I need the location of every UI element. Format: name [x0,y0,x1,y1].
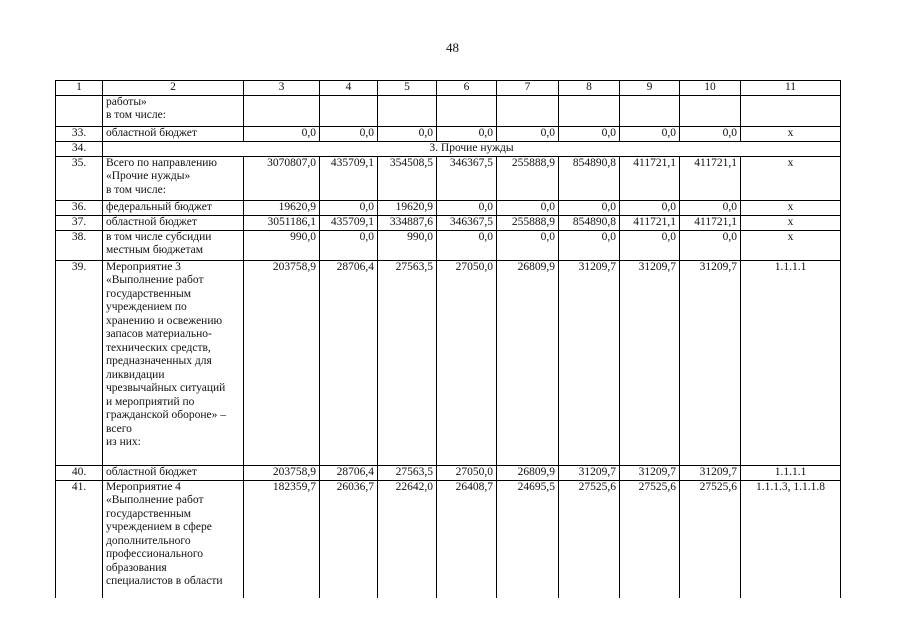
value-cell: 31209,7 [680,260,741,465]
header-cell: 11 [741,81,841,96]
ref-cell: 1.1.1.1 [741,465,841,480]
value-cell: 31209,7 [680,465,741,480]
ref-cell: x [741,215,841,230]
value-cell: 0,0 [437,200,497,215]
table-row [56,156,841,200]
value-cell: 0,0 [680,200,741,215]
value-cell: 0,0 [559,230,620,260]
value-cell: 19620,9 [378,200,437,215]
row-number-cell [56,95,103,126]
table-row [56,230,841,260]
value-cell: 255888,9 [497,156,559,200]
value-cell: 990,0 [244,230,320,260]
value-cell: 0,0 [437,126,497,141]
row-name-cell: областной бюджет [103,215,244,230]
value-cell: 28706,4 [320,465,378,480]
row-name-cell: Мероприятие 3 «Выполнение работ государственным учреждением по хранению и освежению запасов материально- технических средств, предназначенных для ликвидации чрезвычайных ситуаций и мероприятий по гражданской обороне» – всего из них: [103,260,244,465]
value-cell [559,95,620,126]
value-cell: 27525,6 [680,480,741,598]
table-row [56,126,841,141]
value-cell: 28706,4 [320,260,378,465]
value-cell: 0,0 [497,126,559,141]
value-cell: 334887,6 [378,215,437,230]
value-cell: 27525,6 [620,480,680,598]
value-cell: 411721,1 [620,156,680,200]
value-cell: 0,0 [320,230,378,260]
section-row [56,141,841,156]
value-cell [497,95,559,126]
table-row [56,480,841,598]
page-number: 48 [446,40,459,55]
value-cell: 435709,1 [320,156,378,200]
table-row [56,215,841,230]
value-cell: 27050,0 [437,465,497,480]
value-cell: 854890,8 [559,215,620,230]
ref-cell: x [741,200,841,215]
section-title: 3. Прочие нужды [103,141,841,156]
value-cell: 346367,5 [437,215,497,230]
value-cell: 0,0 [497,200,559,215]
value-cell: 0,0 [620,126,680,141]
row-name-cell: областной бюджет [103,465,244,480]
value-cell: 27563,5 [378,260,437,465]
value-cell [620,95,680,126]
header-row [56,81,841,96]
header-cell: 5 [378,81,437,96]
table-row [56,465,841,480]
row-name-cell: работы» в том числе: [103,95,244,126]
value-cell: 0,0 [320,200,378,215]
ref-cell: x [741,230,841,260]
header-cell: 6 [437,81,497,96]
value-cell: 346367,5 [437,156,497,200]
value-cell: 3051186,1 [244,215,320,230]
value-cell: 31209,7 [559,465,620,480]
value-cell: 0,0 [437,230,497,260]
row-number-cell: 34. [56,141,103,156]
value-cell: 0,0 [559,126,620,141]
value-cell: 990,0 [378,230,437,260]
value-cell: 435709,1 [320,215,378,230]
row-name-cell: Всего по направлению «Прочие нужды» в том числе: [103,156,244,200]
row-number-cell: 38. [56,230,103,260]
row-name-cell: областной бюджет [103,126,244,141]
value-cell: 411721,1 [680,156,741,200]
ref-cell: 1.1.1.1 [741,260,841,465]
value-cell: 182359,7 [244,480,320,598]
value-cell: 27525,6 [559,480,620,598]
value-cell: 0,0 [497,230,559,260]
header-cell: 10 [680,81,741,96]
value-cell: 0,0 [320,126,378,141]
ref-cell [741,95,841,126]
value-cell: 203758,9 [244,465,320,480]
ref-cell: 1.1.1.3, 1.1.1.8 [741,480,841,598]
value-cell [680,95,741,126]
value-cell: 411721,1 [620,215,680,230]
value-cell: 26036,7 [320,480,378,598]
row-number-cell: 41. [56,480,103,598]
header-cell: 1 [56,81,103,96]
value-cell: 31209,7 [620,465,680,480]
budget-table [55,80,841,598]
value-cell: 0,0 [680,230,741,260]
value-cell: 24695,5 [497,480,559,598]
value-cell: 0,0 [244,126,320,141]
value-cell: 26809,9 [497,260,559,465]
value-cell: 0,0 [620,230,680,260]
value-cell: 26408,7 [437,480,497,598]
value-cell: 27563,5 [378,465,437,480]
row-name-cell: в том числе субсидии местным бюджетам [103,230,244,260]
header-cell: 3 [244,81,320,96]
header-cell: 2 [103,81,244,96]
value-cell [320,95,378,126]
value-cell: 203758,9 [244,260,320,465]
row-number-cell: 39. [56,260,103,465]
row-number-cell: 37. [56,215,103,230]
value-cell: 3070807,0 [244,156,320,200]
header-cell: 4 [320,81,378,96]
ref-cell: x [741,126,841,141]
header-cell: 8 [559,81,620,96]
header-cell: 9 [620,81,680,96]
row-number-cell: 33. [56,126,103,141]
row-number-cell: 36. [56,200,103,215]
table-row [56,200,841,215]
row-name-cell: федеральный бюджет [103,200,244,215]
value-cell: 22642,0 [378,480,437,598]
value-cell [244,95,320,126]
value-cell: 0,0 [378,126,437,141]
value-cell: 19620,9 [244,200,320,215]
value-cell: 31209,7 [620,260,680,465]
row-number-cell: 40. [56,465,103,480]
value-cell: 0,0 [680,126,741,141]
value-cell [378,95,437,126]
value-cell: 854890,8 [559,156,620,200]
table-row [56,95,841,126]
value-cell: 255888,9 [497,215,559,230]
value-cell: 0,0 [620,200,680,215]
row-name-cell: Мероприятие 4 «Выполнение работ государственным учреждением в сфере дополнительного профессионального образования специалистов в области [103,480,244,598]
value-cell: 26809,9 [497,465,559,480]
table-row [56,260,841,465]
value-cell [437,95,497,126]
value-cell: 354508,5 [378,156,437,200]
value-cell: 0,0 [559,200,620,215]
ref-cell: x [741,156,841,200]
header-cell: 7 [497,81,559,96]
value-cell: 27050,0 [437,260,497,465]
value-cell: 411721,1 [680,215,741,230]
value-cell: 31209,7 [559,260,620,465]
row-number-cell: 35. [56,156,103,200]
